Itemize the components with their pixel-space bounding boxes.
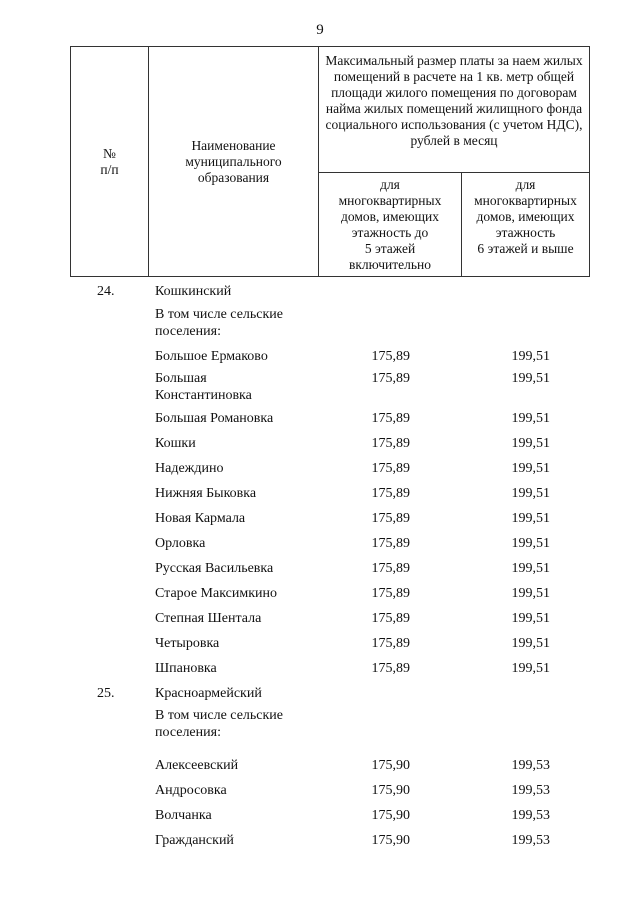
header-col-6-floors-and-above: для многоквартирных домов, имеющих этажность 6 этажей и выше xyxy=(462,173,590,277)
value-6-floors-and-above: 199,51 xyxy=(511,561,550,576)
value-6-floors-and-above: 199,51 xyxy=(511,486,550,501)
value-6-floors-and-above: 199,51 xyxy=(511,461,550,476)
settlement-name: Волчанка xyxy=(155,808,212,823)
value-up-to-5-floors: 175,89 xyxy=(371,436,410,451)
header-col-up-to-5-floors: для многоквартирных домов, имеющих этажность до 5 этажей включительно xyxy=(319,173,462,277)
value-up-to-5-floors: 175,90 xyxy=(371,833,410,848)
value-up-to-5-floors: 175,90 xyxy=(371,758,410,773)
row-number: 24. xyxy=(97,284,115,299)
settlement-name: Большое Ермаково xyxy=(155,349,268,364)
settlement-name: Степная Шентала xyxy=(155,611,262,626)
value-up-to-5-floors: 175,89 xyxy=(371,486,410,501)
value-up-to-5-floors: 175,89 xyxy=(371,661,410,676)
value-6-floors-and-above: 199,51 xyxy=(511,511,550,526)
value-up-to-5-floors: 175,89 xyxy=(371,636,410,651)
value-6-floors-and-above: 199,51 xyxy=(511,636,550,651)
value-6-floors-and-above: 199,51 xyxy=(511,411,550,426)
value-up-to-5-floors: 175,89 xyxy=(371,586,410,601)
settlement-name: Андросовка xyxy=(155,783,227,798)
settlement-name: Большая Константиновка xyxy=(155,371,252,403)
row-number: 25. xyxy=(97,686,115,701)
value-6-floors-and-above: 199,51 xyxy=(511,586,550,601)
municipality-name: Кошкинский xyxy=(155,284,232,299)
value-6-floors-and-above: 199,53 xyxy=(511,758,550,773)
value-up-to-5-floors: 175,90 xyxy=(371,783,410,798)
settlement-name: Кошки xyxy=(155,436,196,451)
settlement-name: Алексеевский xyxy=(155,758,239,773)
page-number: 9 xyxy=(316,22,324,38)
value-6-floors-and-above: 199,51 xyxy=(511,661,550,676)
settlement-name: Нижняя Быковка xyxy=(155,486,257,501)
settlement-name: Большая Романовка xyxy=(155,411,274,426)
header-col-name: Наименование муниципального образования xyxy=(149,47,319,277)
value-up-to-5-floors: 175,90 xyxy=(371,808,410,823)
settlement-name: Четыровка xyxy=(155,636,220,651)
header-col-number: № п/п xyxy=(71,47,149,277)
value-up-to-5-floors: 175,89 xyxy=(371,611,410,626)
value-6-floors-and-above: 199,51 xyxy=(511,611,550,626)
value-up-to-5-floors: 175,89 xyxy=(371,349,410,364)
value-6-floors-and-above: 199,53 xyxy=(511,783,550,798)
value-6-floors-and-above: 199,51 xyxy=(511,536,550,551)
subheading-label: В том числе сельские поселения: xyxy=(155,307,284,339)
value-up-to-5-floors: 175,89 xyxy=(371,461,410,476)
settlement-name: Новая Кармала xyxy=(155,511,246,526)
value-6-floors-and-above: 199,51 xyxy=(511,371,550,386)
settlement-name: Орловка xyxy=(155,536,206,551)
value-up-to-5-floors: 175,89 xyxy=(371,371,410,386)
value-up-to-5-floors: 175,89 xyxy=(371,411,410,426)
settlement-name: Гражданский xyxy=(155,833,234,848)
value-6-floors-and-above: 199,53 xyxy=(511,808,550,823)
value-up-to-5-floors: 175,89 xyxy=(371,511,410,526)
value-6-floors-and-above: 199,51 xyxy=(511,436,550,451)
value-6-floors-and-above: 199,53 xyxy=(511,833,550,848)
value-6-floors-and-above: 199,51 xyxy=(511,349,550,364)
municipality-name: Красноармейский xyxy=(155,686,262,701)
settlement-name: Шпановка xyxy=(155,661,217,676)
settlement-name: Надеждино xyxy=(155,461,224,476)
value-up-to-5-floors: 175,89 xyxy=(371,536,410,551)
subheading-label: В том числе сельские поселения: xyxy=(155,708,284,740)
settlement-name: Русская Васильевка xyxy=(155,561,274,576)
settlement-name: Старое Максимкино xyxy=(155,586,278,601)
header-col-max-payment: Максимальный размер платы за наем жилых помещений в расчете на 1 кв. метр общей площади жилого помещения по договорам найма жилых помещений жилищного фонда социального использования (с учетом НДС), рублей в месяц xyxy=(319,47,590,173)
value-up-to-5-floors: 175,89 xyxy=(371,561,410,576)
